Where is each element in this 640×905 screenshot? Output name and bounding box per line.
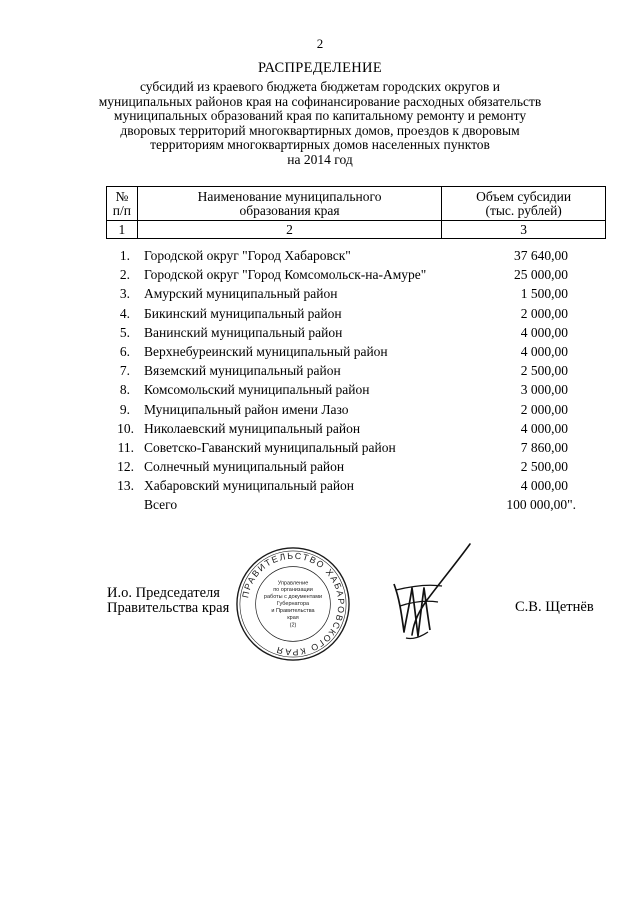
row-name: Муниципальный район имени Лазо: [144, 401, 349, 417]
stamp-ring-text: ПРАВИТЕЛЬСТВО ХАБАРОВСКОГО КРАЯ: [240, 550, 347, 658]
row-name: Верхнебуреинский муниципальный район: [144, 343, 388, 359]
table-body: [0, 248, 640, 517]
row-amount: 2 000,00: [520, 305, 568, 321]
row-name: Бикинский муниципальный район: [144, 305, 342, 321]
row-name: Городской округ "Город Комсомольск-на-Амуре": [144, 267, 427, 283]
document-subtitle: [80, 80, 560, 167]
header-text: образования края: [239, 202, 340, 218]
row-name: Городской округ "Город Хабаровск": [144, 248, 351, 263]
column-number-2: 2: [137, 221, 442, 239]
signer-title: [107, 586, 229, 616]
signer-name: С.В. Щетнёв: [515, 599, 594, 615]
table-row: [0, 286, 640, 305]
header-cell-name: [137, 187, 442, 221]
handwritten-signature: [382, 540, 482, 650]
row-number: 2.: [119, 267, 130, 283]
subtitle-line: муниципальных районов края на софинансирование расходных обязательств: [98, 93, 542, 109]
row-name: Ванинский муниципальный район: [144, 324, 343, 340]
row-amount: 25 000,00: [514, 267, 568, 283]
table-row: [0, 382, 640, 401]
row-name: Советско-Гаванский муниципальный район: [144, 439, 396, 455]
table-row: [0, 459, 640, 478]
row-name: Амурский муниципальный район: [144, 286, 338, 302]
table-row: [0, 440, 640, 459]
row-number: 12.: [117, 459, 134, 475]
column-number-1: 1: [107, 221, 138, 239]
subtitle-line: субсидий из краевого бюджета бюджетам городских округов и: [139, 79, 501, 94]
table-row: [0, 306, 640, 325]
row-amount: 1 500,00: [520, 286, 568, 302]
row-number: 5.: [119, 324, 130, 340]
subtitle-line: дворовых территорий многоквартирных домов, проездов к дворовым: [120, 122, 520, 138]
document-title: РАСПРЕДЕЛЕНИЕ: [258, 60, 382, 76]
row-name: Николаевский муниципальный район: [144, 420, 361, 436]
page-number: 2: [316, 36, 324, 51]
row-amount: 37 640,00: [514, 248, 568, 263]
column-number-3: 3: [442, 221, 606, 239]
header-text: п/п: [112, 202, 131, 218]
table-row: [0, 363, 640, 382]
row-amount: 7 860,00: [520, 439, 568, 455]
row-number: 7.: [119, 363, 130, 379]
stamp-inner-text: работы с документами: [263, 594, 323, 601]
table-row: [0, 402, 640, 421]
row-number: 10.: [117, 420, 134, 436]
row-amount: 2 000,00: [520, 401, 568, 417]
row-amount: 4 000,00: [520, 343, 568, 359]
stamp-inner-text: и Правительства: [271, 607, 315, 614]
stamp-inner-text: края: [287, 614, 299, 621]
row-name: Комсомольский муниципальный район: [144, 382, 370, 398]
stamp-inner-text: (2): [289, 622, 297, 629]
row-amount: 2 500,00: [520, 363, 568, 379]
header-cell-amount: [442, 187, 606, 221]
row-number: 1.: [119, 248, 130, 263]
table-row: [0, 325, 640, 344]
table-row: [0, 267, 640, 286]
row-number: 3.: [119, 286, 130, 302]
stamp-inner-text: Губернатора: [276, 600, 310, 607]
table-row: [0, 421, 640, 440]
row-number: 9.: [119, 401, 130, 417]
header-text: Наименование муниципального: [197, 188, 382, 204]
header-text: №: [115, 188, 129, 204]
stamp-inner-text: по организации: [273, 587, 313, 594]
row-number: 6.: [119, 343, 130, 359]
row-amount: 4 000,00: [520, 420, 568, 436]
row-number: 4.: [119, 305, 130, 321]
total-amount: 100 000,00".: [506, 497, 576, 513]
row-amount: 3 000,00: [520, 382, 568, 398]
row-name: Хабаровский муниципальный район: [144, 478, 355, 494]
official-stamp: [234, 545, 352, 663]
row-amount: 2 500,00: [520, 459, 568, 475]
signer-title-line: Правительства края: [107, 600, 230, 616]
header-text: (тыс. рублей): [485, 202, 562, 218]
table-row: [0, 478, 640, 497]
table-row: [0, 344, 640, 363]
header-text: Объем субсидии: [476, 188, 572, 204]
row-number: 13.: [117, 478, 134, 494]
signer-title-line: И.о. Председателя: [107, 585, 220, 601]
stamp-inner-text: Управление: [277, 580, 309, 587]
total-label: Всего: [144, 497, 178, 513]
total-row: [0, 497, 640, 516]
row-name: Вяземский муниципальный район: [144, 363, 341, 379]
header-cell-number: [107, 187, 138, 221]
subtitle-line: муниципальных образований края по капитальному ремонту и ремонту: [113, 108, 527, 123]
table-header: [106, 186, 606, 239]
table-row: [0, 248, 640, 267]
row-number: 11.: [117, 439, 134, 455]
row-name: Солнечный муниципальный район: [144, 459, 345, 475]
row-number: 8.: [119, 382, 130, 398]
subtitle-line: на 2014 год: [287, 151, 353, 167]
row-amount: 4 000,00: [520, 478, 568, 494]
subtitle-line: территориям многоквартирных домов населенных пунктов: [150, 137, 490, 152]
row-amount: 4 000,00: [520, 324, 568, 340]
